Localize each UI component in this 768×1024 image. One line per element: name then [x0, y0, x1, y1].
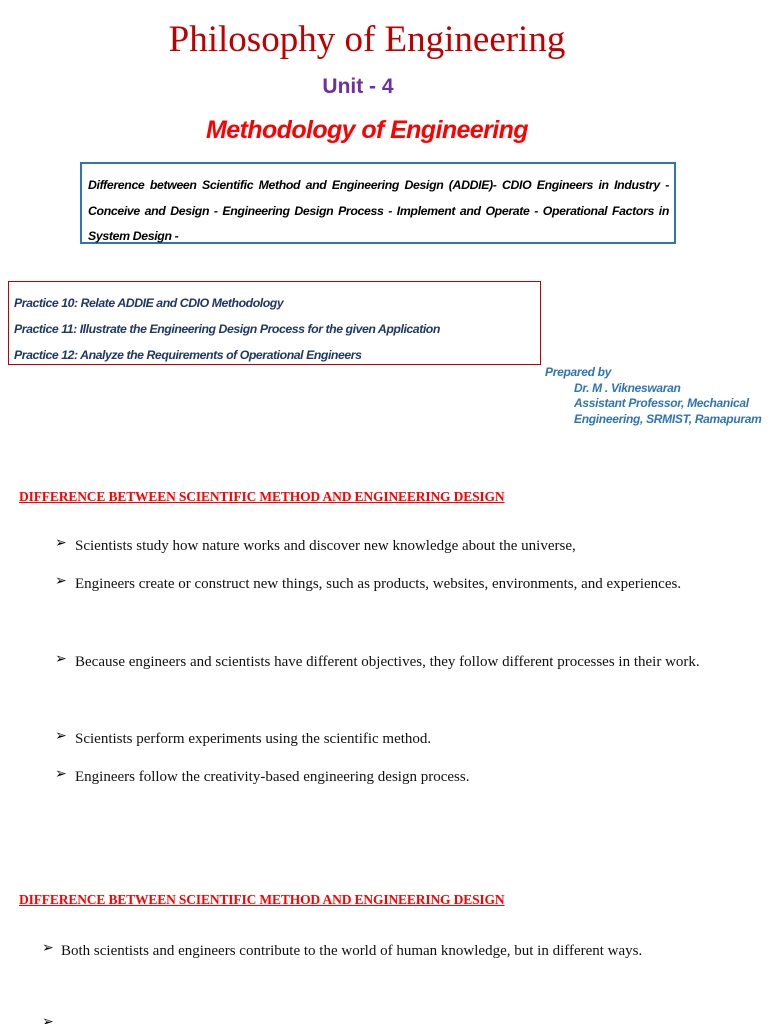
- bullet-text: Scientists study how nature works and discover new knowledge about the universe,: [75, 538, 576, 554]
- unit-label: Unit - 4: [322, 75, 394, 98]
- bullet-text: Both scientists and engineers contribute to the world of human knowledge, but in different ways.: [61, 943, 643, 959]
- prepared-by-block: [545, 365, 761, 427]
- arrowhead-bullet-icon: ➢: [55, 574, 67, 589]
- arrowhead-bullet-icon: ➢: [55, 536, 67, 551]
- bullet-text: Engineers follow the creativity-based engineering design process.: [75, 769, 470, 785]
- arrowhead-bullet-icon: ➢: [42, 941, 54, 956]
- document-title: Philosophy of Engineering: [168, 19, 566, 60]
- author-affiliation: Engineering, SRMIST, Ramapuram: [574, 411, 762, 426]
- unit-subtitle: Methodology of Engineering: [206, 116, 528, 144]
- prepared-by-label: Prepared by: [545, 365, 612, 379]
- topics-box: [80, 162, 676, 244]
- arrowhead-bullet-icon: ➢: [55, 729, 67, 744]
- bullet-text: Scientists perform experiments using the scientific method.: [75, 731, 432, 747]
- bullet-text: Engineers create or construct new things, such as products, websites, environments, and experiences.: [75, 576, 682, 592]
- practices-box: [8, 281, 541, 365]
- bullet-text: Because engineers and scientists have different objectives, they follow different processes in their work.: [75, 654, 700, 670]
- arrowhead-bullet-icon: ➢: [55, 652, 67, 667]
- arrowhead-bullet-icon: ➢: [42, 1015, 54, 1024]
- section-heading: DIFFERENCE BETWEEN SCIENTIFIC METHOD AND ENGINEERING DESIGN: [19, 489, 505, 504]
- topics-text: Difference between Scientific Method and Engineering Design (ADDIE)- CDIO Engineers in Industry - Conceive and Design - Engineering Design Process - Implement and Operate - Operational Factors in System Design -: [88, 178, 669, 243]
- author-designation: Assistant Professor, Mechanical: [574, 396, 749, 410]
- practice-item: Practice 12: Analyze the Requirements of Operational Engineers: [14, 347, 362, 362]
- arrowhead-bullet-icon: ➢: [55, 767, 67, 782]
- section-heading: DIFFERENCE BETWEEN SCIENTIFIC METHOD AND ENGINEERING DESIGN: [19, 892, 505, 907]
- practice-item: Practice 10: Relate ADDIE and CDIO Methodology: [14, 296, 284, 310]
- practice-item: Practice 11: Illustrate the Engineering Design Process for the given Application: [14, 321, 440, 336]
- list-item-partial: [0, 1010, 768, 1024]
- author-name: Dr. M . Vikneswaran: [574, 380, 681, 395]
